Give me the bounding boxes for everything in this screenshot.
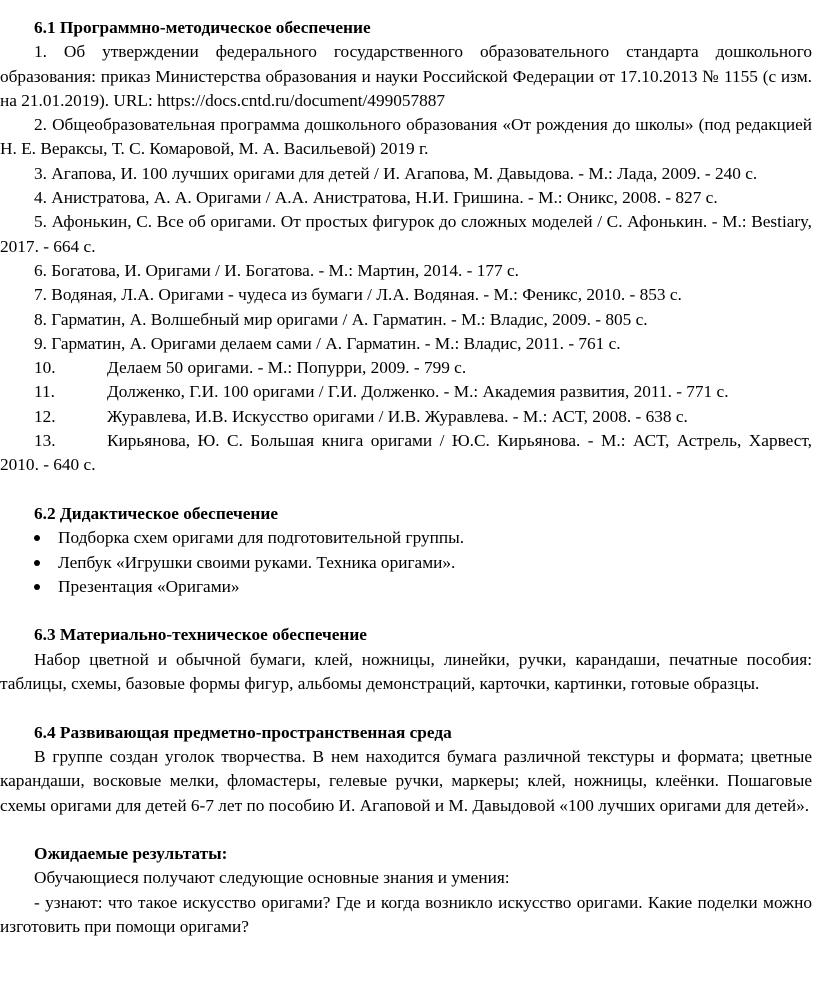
reference-list — [0, 40, 812, 477]
section-heading-environment: 6.4 Развивающая предметно-пространственная среда — [34, 722, 452, 742]
reference-text: Водяная, Л.А. Оригами - чудеса из бумаги / Л.А. Водяная. - М.: Феникс, 2010. - 853 с. — [51, 285, 682, 305]
list-item — [0, 575, 812, 599]
bullet-icon — [34, 584, 40, 590]
reference-text: Долженко, Г.И. 100 оригами / Г.И. Долженко. - М.: Академия развития, 2011. - 771 с. — [107, 382, 729, 402]
reference-number: 5. — [34, 212, 47, 232]
reference-item — [0, 429, 812, 478]
reference-text: Богатова, И. Оригами / И. Богатова. - М.: Мартин, 2014. - 177 с. — [51, 260, 519, 280]
reference-item — [0, 113, 812, 162]
list-item — [0, 551, 812, 575]
reference-number: 13. — [34, 431, 56, 451]
reference-item — [0, 210, 812, 259]
reference-number: 11. — [34, 382, 55, 402]
reference-text: Афонькин, С. Все об оригами. От простых фигурок до сложных моделей / С. Афонькин. - М.: Bestiary, 2017. - 664 с. — [0, 212, 813, 256]
reference-text: Делаем 50 оригами. - М.: Попурри, 2009. - 799 с. — [107, 358, 467, 378]
results-line: - узнают: что такое искусство оригами? Где и когда возникло искусство оригами. Какие поделки можно изготовить при помощи оригами? — [0, 892, 812, 936]
section-heading-results: Ожидаемые результаты: — [34, 844, 228, 864]
reference-item — [0, 259, 812, 283]
section-heading-material: 6.3 Материально-техническое обеспечение — [34, 625, 367, 645]
results-intro: Обучающиеся получают следующие основные знания и умения: — [34, 868, 510, 888]
reference-text: Анистратова, А. А. Оригами / А.А. Анистратова, Н.И. Гришина. - М.: Оникс, 2008. - 827 с. — [51, 188, 718, 208]
reference-item — [0, 405, 812, 429]
reference-number: 7. — [34, 285, 47, 305]
reference-item — [0, 40, 812, 113]
list-item-text: Подборка схем оригами для подготовительной группы. — [58, 528, 465, 548]
reference-number: 8. — [34, 309, 47, 329]
list-item-text: Лепбук «Игрушки своими руками. Техника оригами». — [58, 552, 456, 572]
material-paragraph: Набор цветной и обычной бумаги, клей, ножницы, линейки, ручки, карандаши, печатные пособия: таблицы, схемы, базовые формы фигур, альбомы демонстраций, карточки, картинки, готовые образцы. — [0, 649, 812, 694]
reference-item — [0, 332, 812, 356]
spacer — [0, 696, 812, 720]
reference-number: 12. — [34, 406, 56, 426]
reference-text: Гарматин, А. Волшебный мир оригами / А. Гарматин. - М.: Владис, 2009. - 805 с. — [51, 309, 648, 329]
section-heading-program: 6.1 Программно-методическое обеспечение — [34, 18, 371, 37]
document-page — [0, 16, 812, 939]
list-item — [0, 526, 812, 550]
reference-text: Общеобразовательная программа дошкольного образования «От рождения до школы» (под редакцией Н. Е. Вераксы, Т. С. Комаровой, М. А. Васильевой) 2019 г. — [0, 115, 812, 159]
reference-item — [0, 380, 812, 404]
environment-paragraph: В группе создан уголок творчества. В нем находится бумага различной текстуры и формата; цветные карандаши, восковые мелки, фломастеры, гелевые ручки, маркеры; клей, ножницы, клеёнки. Пошаговые схемы оригами для детей 6-7 лет по пособию И. Агаповой и М. Давыдовой «100 лучших оригами для детей». — [0, 746, 812, 815]
reference-text: Об утверждении федерального государственного образовательного стандарта дошкольного образования: приказ Министерства образования и науки Российской Федерации от 17.10.2013 № 1155 (с изм. на 21.01.2019). URL: https://docs.cntd.ru/document/499057887 — [0, 42, 813, 110]
section-heading-didactic: 6.2 Дидактическое обеспечение — [34, 503, 279, 523]
spacer — [0, 478, 812, 502]
reference-number: 6. — [34, 260, 47, 280]
bullet-icon — [34, 535, 40, 541]
reference-number: 10. — [34, 358, 56, 378]
reference-item — [0, 308, 812, 332]
reference-number: 9. — [34, 333, 47, 353]
reference-number: 2. — [34, 115, 47, 135]
reference-item — [0, 162, 812, 186]
reference-item — [0, 356, 812, 380]
reference-text: Кирьянова, Ю. С. Большая книга оригами / Ю.С. Кирьянова. - М.: АСТ, Астрель, Харвест, 2010. - 640 с. — [0, 431, 812, 475]
reference-item — [0, 283, 812, 307]
reference-number: 1. — [34, 42, 47, 62]
reference-text: Гарматин, А. Оригами делаем сами / А. Гарматин. - М.: Владис, 2011. - 761 с. — [51, 333, 621, 353]
bullet-icon — [34, 560, 40, 566]
reference-number: 4. — [34, 188, 47, 208]
list-item-text: Презентация «Оригами» — [58, 576, 240, 596]
spacer — [0, 818, 812, 842]
reference-item — [0, 186, 812, 210]
reference-text: Журавлева, И.В. Искусство оригами / И.В. Журавлева. - М.: АСТ, 2008. - 638 с. — [107, 406, 688, 426]
didactic-list — [0, 526, 812, 599]
spacer — [0, 599, 812, 623]
reference-number: 3. — [34, 163, 47, 183]
reference-text: Агапова, И. 100 лучших оригами для детей / И. Агапова, М. Давыдова. - М.: Лада, 2009. - 240 с. — [51, 163, 758, 183]
